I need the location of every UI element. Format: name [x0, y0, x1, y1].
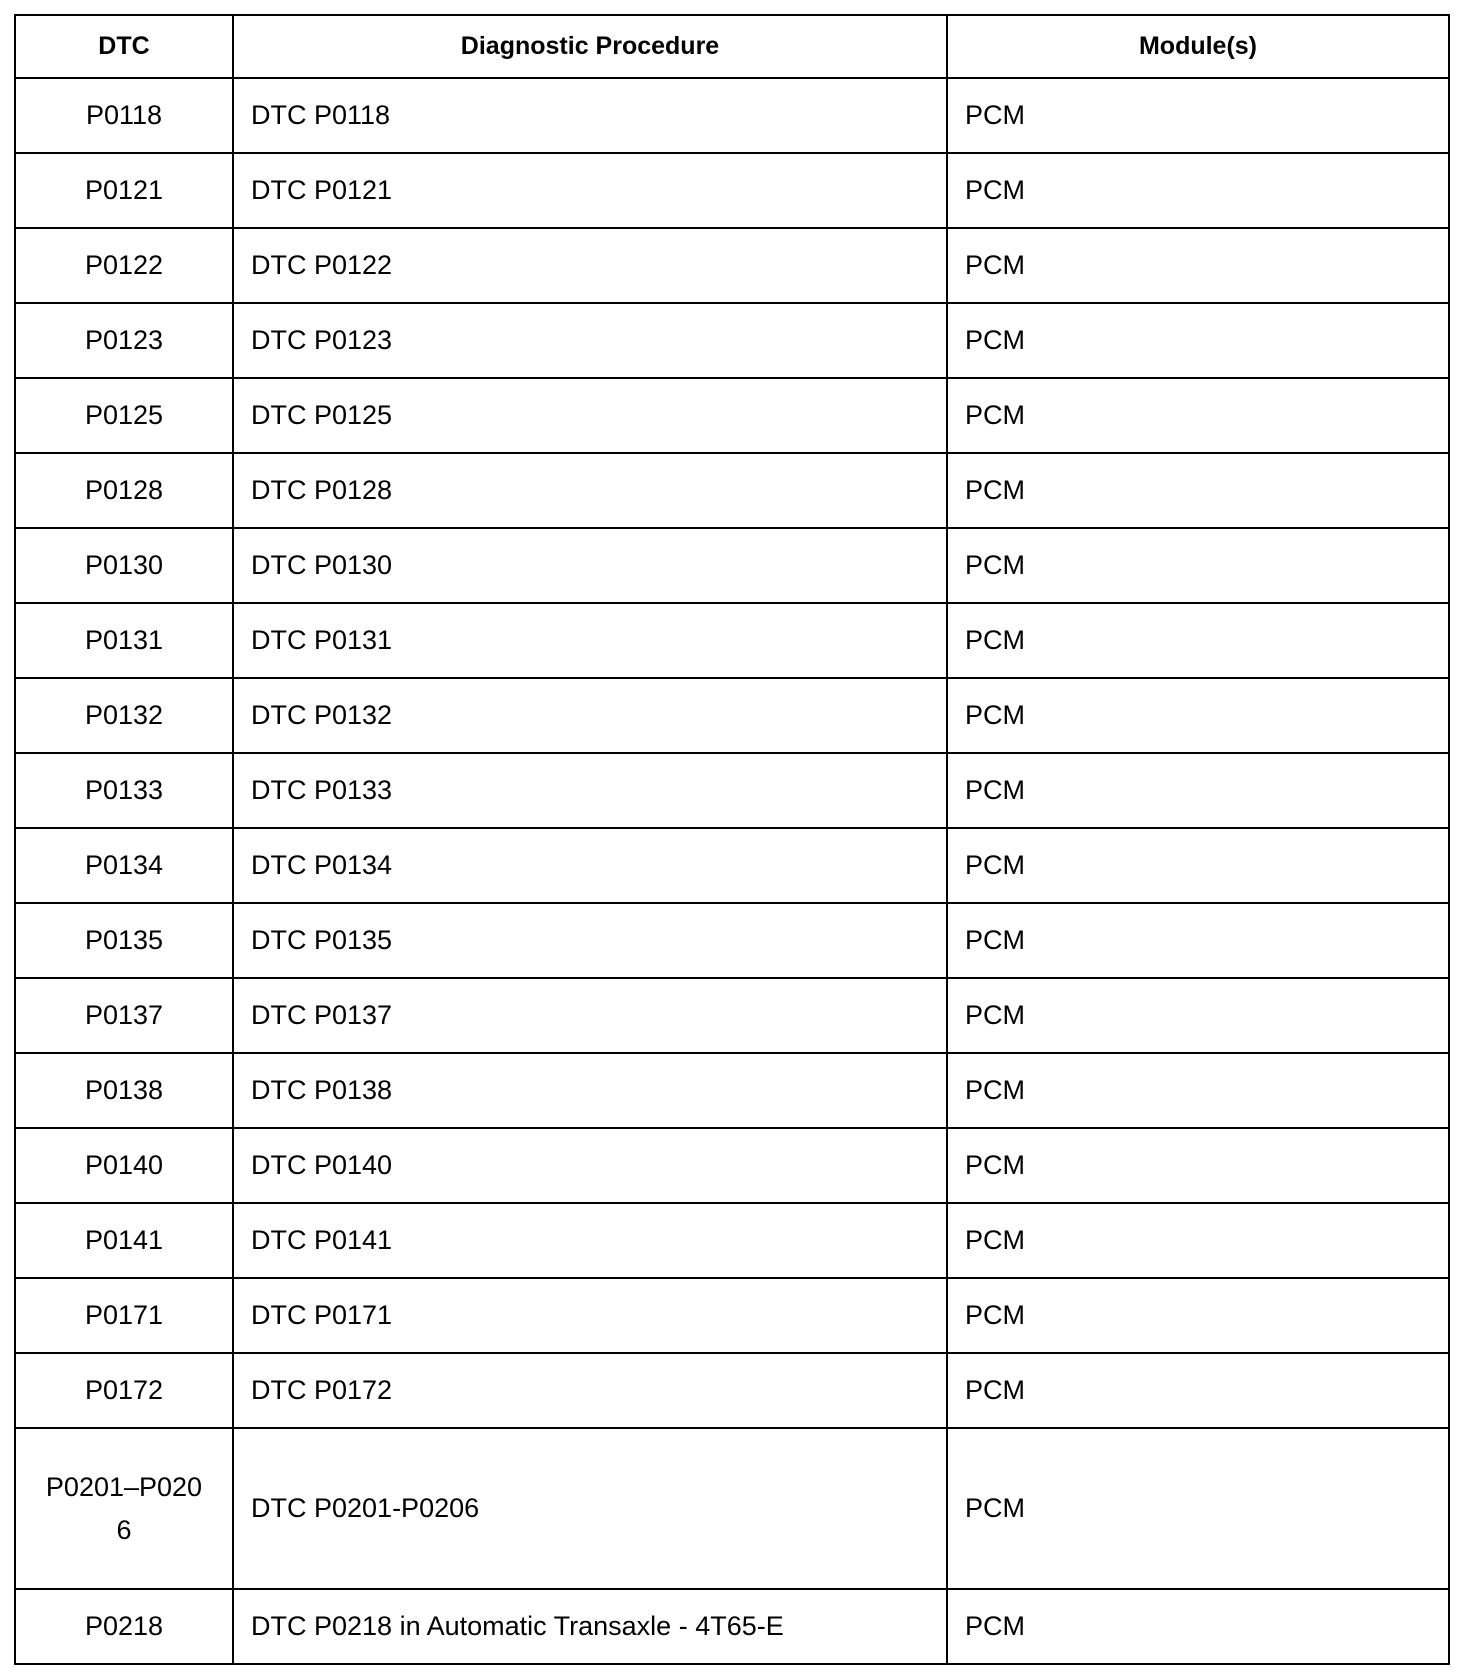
- table-row: [15, 78, 1449, 153]
- module: PCM: [947, 1278, 1449, 1353]
- module: PCM: [947, 378, 1449, 453]
- diagnostic-procedure: DTC P0131: [233, 603, 947, 678]
- module: PCM: [947, 1128, 1449, 1203]
- table-row: [15, 1353, 1449, 1428]
- table-body: [15, 78, 1449, 1664]
- table-row: [15, 1128, 1449, 1203]
- diagnostic-procedure: DTC P0128: [233, 453, 947, 528]
- diagnostic-procedure: DTC P0135: [233, 903, 947, 978]
- diagnostic-procedure: DTC P0118: [233, 78, 947, 153]
- module: PCM: [947, 1203, 1449, 1278]
- module: PCM: [947, 603, 1449, 678]
- table-row: [15, 753, 1449, 828]
- table-header: [15, 15, 1449, 78]
- table-row: [15, 228, 1449, 303]
- dtc-code: P0133: [15, 753, 233, 828]
- module: PCM: [947, 528, 1449, 603]
- diagnostic-procedure: DTC P0137: [233, 978, 947, 1053]
- table-row: [15, 1428, 1449, 1589]
- module: PCM: [947, 978, 1449, 1053]
- header-dtc: DTC: [15, 15, 233, 78]
- table-row: [15, 303, 1449, 378]
- dtc-code: P0172: [15, 1353, 233, 1428]
- module: PCM: [947, 153, 1449, 228]
- diagnostic-procedure: DTC P0132: [233, 678, 947, 753]
- dtc-code: P0131: [15, 603, 233, 678]
- dtc-table: [14, 14, 1450, 1665]
- dtc-code: P0135: [15, 903, 233, 978]
- diagnostic-procedure: DTC P0134: [233, 828, 947, 903]
- diagnostic-procedure: DTC P0130: [233, 528, 947, 603]
- diagnostic-procedure: DTC P0138: [233, 1053, 947, 1128]
- dtc-code: P0125: [15, 378, 233, 453]
- dtc-code: P0137: [15, 978, 233, 1053]
- table-row: [15, 603, 1449, 678]
- module: PCM: [947, 753, 1449, 828]
- module: PCM: [947, 828, 1449, 903]
- module: PCM: [947, 1353, 1449, 1428]
- table-row: [15, 153, 1449, 228]
- dtc-code: P0128: [15, 453, 233, 528]
- dtc-code: P0140: [15, 1128, 233, 1203]
- diagnostic-procedure: DTC P0122: [233, 228, 947, 303]
- dtc-code: P0118: [15, 78, 233, 153]
- table-row: [15, 528, 1449, 603]
- dtc-code: P0218: [15, 1589, 233, 1664]
- dtc-code: P0201–P0206: [15, 1428, 233, 1589]
- dtc-code: P0122: [15, 228, 233, 303]
- table-row: [15, 453, 1449, 528]
- diagnostic-procedure: DTC P0121: [233, 153, 947, 228]
- table-row: [15, 1203, 1449, 1278]
- header-modules: Module(s): [947, 15, 1449, 78]
- dtc-code: P0132: [15, 678, 233, 753]
- module: PCM: [947, 303, 1449, 378]
- dtc-code: P0134: [15, 828, 233, 903]
- module: PCM: [947, 1589, 1449, 1664]
- dtc-code: P0123: [15, 303, 233, 378]
- table-row: [15, 678, 1449, 753]
- diagnostic-procedure: DTC P0171: [233, 1278, 947, 1353]
- module: PCM: [947, 228, 1449, 303]
- diagnostic-procedure: DTC P0125: [233, 378, 947, 453]
- module: PCM: [947, 1428, 1449, 1589]
- table-row: [15, 828, 1449, 903]
- diagnostic-procedure: DTC P0218 in Automatic Transaxle - 4T65-E: [233, 1589, 947, 1664]
- diagnostic-procedure: DTC P0140: [233, 1128, 947, 1203]
- module: PCM: [947, 678, 1449, 753]
- table-row: [15, 1053, 1449, 1128]
- table-row: [15, 978, 1449, 1053]
- header-row: [15, 15, 1449, 78]
- diagnostic-procedure: DTC P0123: [233, 303, 947, 378]
- module: PCM: [947, 78, 1449, 153]
- table-row: [15, 903, 1449, 978]
- module: PCM: [947, 1053, 1449, 1128]
- dtc-code: P0171: [15, 1278, 233, 1353]
- table-row: [15, 378, 1449, 453]
- module: PCM: [947, 453, 1449, 528]
- diagnostic-procedure: DTC P0141: [233, 1203, 947, 1278]
- table-row: [15, 1589, 1449, 1664]
- dtc-code: P0130: [15, 528, 233, 603]
- diagnostic-procedure: DTC P0172: [233, 1353, 947, 1428]
- dtc-code: P0121: [15, 153, 233, 228]
- diagnostic-procedure: DTC P0201-P0206: [233, 1428, 947, 1589]
- diagnostic-procedure: DTC P0133: [233, 753, 947, 828]
- table-row: [15, 1278, 1449, 1353]
- header-diagnostic-procedure: Diagnostic Procedure: [233, 15, 947, 78]
- dtc-code: P0141: [15, 1203, 233, 1278]
- dtc-code: P0138: [15, 1053, 233, 1128]
- module: PCM: [947, 903, 1449, 978]
